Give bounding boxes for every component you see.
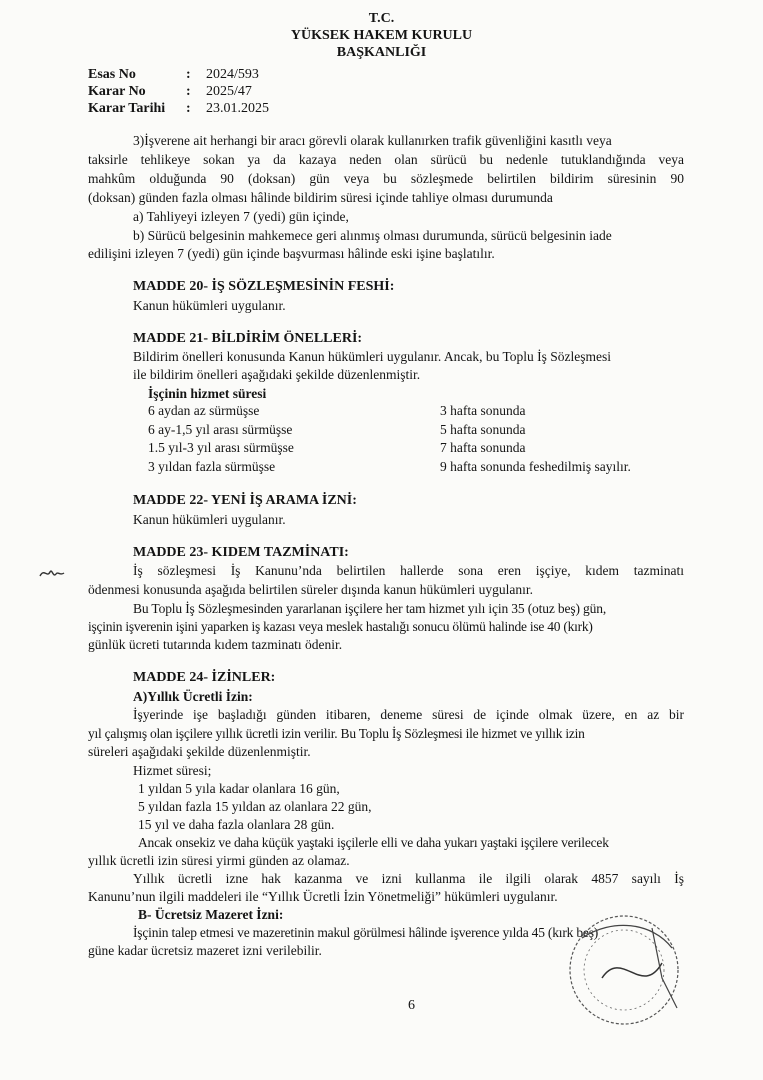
notice-value: 9 hafta sonunda feshedilmiş sayılır. <box>440 458 631 474</box>
para3-item-b-line1: b) Sürücü belgesinin mahkemece geri alınmış olması durumunda, sürücü belgesinin iade <box>133 228 612 243</box>
article-24-b1-line2: güne kadar ücretsiz mazeret izni verilebilir. <box>88 943 322 958</box>
notice-value: 3 hafta sonunda <box>440 403 526 418</box>
page-number: 6 <box>408 998 415 1013</box>
handwritten-initial-icon <box>38 562 66 584</box>
notice-period: 6 aydan az sürmüşse <box>148 403 260 418</box>
article-24-a3-line2: Kanunu’nun ilgili maddeleri ile “Yıllık Ücretli İzin Yönetmeliği” hükümleri uygulanır. <box>88 889 558 904</box>
notice-row <box>148 458 680 477</box>
article-20-title: MADDE 20- İŞ SÖZLEŞMESİNİN FESHİ: <box>133 279 395 294</box>
notice-table-header: İşçinin hizmet süresi <box>148 386 267 401</box>
meta-colon: : <box>186 84 191 99</box>
article-24-sub-a: A)Yıllık Ücretli İzin: <box>133 689 253 704</box>
article-24-a1-line2: yıl çalışmış olan işçilere yıllık ücretli izin verilir. Bu Toplu İş Sözleşmesi ile hizmet ve yıllık izin <box>88 726 585 741</box>
article-23-title: MADDE 23- KIDEM TAZMİNATI: <box>133 545 349 560</box>
article-23-p1-line2: ödenmesi konusunda aşağıda belirtilen süreler dışında kanun hükümleri uygulanır. <box>88 582 534 597</box>
article-21-line2: ile bildirim önelleri aşağıdaki şekilde düzenlenmiştir. <box>133 367 421 382</box>
article-23-p2-line3: günlük ücreti tutarında kıdem tazminatı ödenir. <box>88 637 343 652</box>
article-24-title: MADDE 24- İZİNLER: <box>133 670 276 685</box>
meta-value: 23.01.2025 <box>206 101 269 116</box>
notice-period: 6 ay-1,5 yıl arası sürmüşse <box>148 421 293 437</box>
para3-line2: taksirle tehlikeye sokan ya da kazaya neden olan sürücü bu nedenle tutuklandığında veya <box>88 152 684 167</box>
service-label: Hizmet süresi; <box>133 763 212 778</box>
notice-row <box>148 421 680 440</box>
article-23-p2-line1: Bu Toplu İş Sözleşmesinden yararlanan işçilere her tam hizmet yılı için 35 (otuz beş) gün, <box>133 601 607 616</box>
meta-value: 2024/593 <box>206 67 259 82</box>
meta-key: Esas No <box>88 67 136 82</box>
notice-value: 5 hafta sonunda <box>440 421 526 437</box>
leave-item: 5 yıldan fazla 15 yıldan az olanlara 22 gün, <box>138 799 372 814</box>
notice-value: 7 hafta sonunda <box>440 440 526 455</box>
meta-esas <box>88 66 269 83</box>
notice-period-table <box>148 402 680 476</box>
article-24-a2-line2: yıllık ücretli izin süresi yirmi günden az olamaz. <box>88 853 350 868</box>
notice-row <box>148 402 680 421</box>
article-24-sub-b: B- Ücretsiz Mazeret İzni: <box>138 907 284 922</box>
article-24-a2-line1: Ancak onsekiz ve daha küçük yaştaki işçilerle elli ve daha yukarı yaştaki işçilere verilecek <box>138 835 609 850</box>
article-24-b1-line1: İşçinin talep etmesi ve mazeretinin makul görülmesi hâlinde işverence yılda 45 (kırk beş) <box>133 925 599 940</box>
meta-date <box>88 100 269 117</box>
official-stamp-icon <box>542 908 702 1028</box>
leave-item: 15 yıl ve daha fazla olanlara 28 gün. <box>138 817 335 832</box>
para3-line3: mahkûm olduğunda 90 (doksan) gün veya bu sözleşmede belirtilen bildirim süresinin 90 <box>88 171 684 186</box>
article-22-title: MADDE 22- YENİ İŞ ARAMA İZNİ: <box>133 493 357 508</box>
header-institution: YÜKSEK HAKEM KURULU <box>290 28 473 43</box>
notice-period: 1.5 yıl-3 yıl arası sürmüşse <box>148 440 294 455</box>
article-21-line1: Bildirim önelleri konusunda Kanun hükümleri uygulanır. Ancak, bu Toplu İş Sözleşmesi <box>133 349 611 364</box>
para3-line4: (doksan) günden fazla olması hâlinde bildirim süresi içinde tahliye olması durumunda <box>88 190 553 205</box>
para3-line1: 3)İşverene ait herhangi bir aracı görevli olarak kullanırken trafik güvenliğini kasıtlı veya <box>133 133 612 148</box>
article-22-text: Kanun hükümleri uygulanır. <box>133 512 286 527</box>
article-21-title: MADDE 21- BİLDİRİM ÖNELLERİ: <box>133 331 363 346</box>
article-24-a1-line3: süreleri aşağıdaki şekilde düzenlenmiştir. <box>88 744 311 759</box>
article-20-text: Kanun hükümleri uygulanır. <box>133 298 286 313</box>
article-24-a3-line1: Yıllık ücretli izne hak kazanma ve izni kullanma ile ilgili olarak 4857 sayılı İş <box>133 871 684 886</box>
meta-key: Karar No <box>88 84 146 99</box>
article-24-a1-line1: İşyerinde işe başladığı günden itibaren, deneme süresi de içinde olmak üzere, en az bir <box>133 707 684 722</box>
leave-item: 1 yıldan 5 yıla kadar olanlara 16 gün, <box>138 781 340 796</box>
case-meta <box>88 66 269 117</box>
para3-item-a: a) Tahliyeyi izleyen 7 (yedi) gün içinde, <box>133 209 349 224</box>
meta-karar <box>88 83 269 100</box>
meta-colon: : <box>186 101 191 116</box>
meta-key: Karar Tarihi <box>88 101 166 116</box>
notice-period: 3 yıldan fazla sürmüşse <box>148 458 276 474</box>
notice-row <box>148 439 680 458</box>
para3-item-b-line2: edilişini izleyen 7 (yedi) gün içinde başvurması hâlinde eski işine başlatılır. <box>88 246 495 261</box>
header-tc: T.C. <box>368 11 395 26</box>
article-23-p1-line1: İş sözleşmesi İş Kanunu’nda belirtilen hallerde sona eren işçiye, kıdem tazminatı <box>133 563 684 578</box>
header-presidency: BAŞKANLIĞI <box>336 45 427 60</box>
meta-colon: : <box>186 67 191 82</box>
meta-value: 2025/47 <box>206 84 252 99</box>
article-23-p2-line2: işçinin işverenin işini yaparken iş kazası veya meslek hastalığı sonucu ölümü halinde ise 40 (kırk) <box>88 619 593 634</box>
